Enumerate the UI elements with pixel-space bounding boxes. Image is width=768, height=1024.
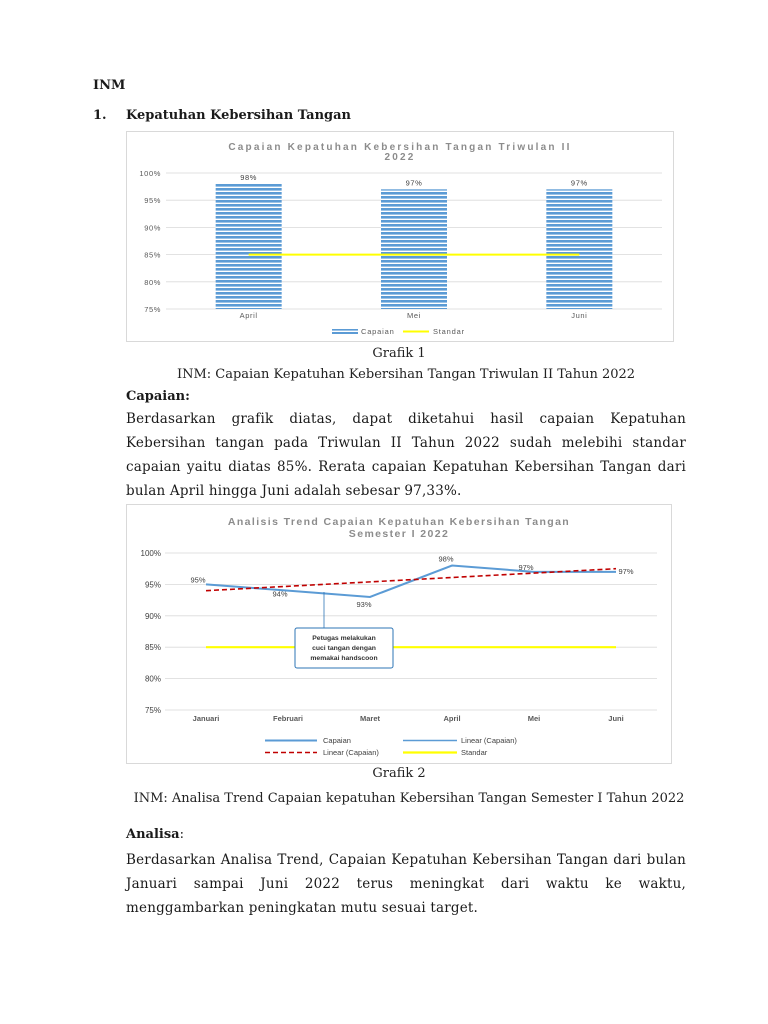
capaian-paragraph: Berdasarkan grafik diatas, dapat diketahui hasil capaian Kepatuhan Kebersihan tangan pada Triwulan II Tahun 2022 sudah melebihi standar capaian yaitu diatas 85%. Rerata capaian Kepatuhan Kebersihan Tangan dari bulan April hingga Juni adalah sebesar 97,33%. xyxy=(126,411,686,499)
grafik2-caption: INM: Analisa Trend Capaian kepatuhan Kebersihan Tangan Semester I Tahun 2022 xyxy=(133,791,685,806)
annotation-line3: memakai handscoon xyxy=(310,655,378,662)
annotation-line1: Petugas melakukan xyxy=(312,635,376,642)
y-tick-label: 80% xyxy=(144,674,161,684)
analisa-paragraph: Berdasarkan Analisa Trend, Capaian Kepatuhan Kebersihan Tangan dari bulan Januari sampai Juni 2022 terus meningkat dari waktu ke waktu, menggambarkan peningkatan mutu sesuai target. xyxy=(126,852,686,916)
x-tick-label: Januari xyxy=(192,714,220,723)
legend-linear-red-label: Linear (Capaian) xyxy=(323,748,379,757)
analisa-colon: : xyxy=(179,827,184,842)
y-tick-label: 85% xyxy=(144,250,161,260)
y-tick-label: 100% xyxy=(139,169,161,178)
x-tick-label: Juni xyxy=(608,714,624,723)
chart2-legend xyxy=(265,736,517,757)
legend-standar-label: Standar xyxy=(461,748,488,757)
chart2-annotation xyxy=(295,592,393,668)
legend-capaian-label: Capaian xyxy=(361,327,395,336)
legend-standar-label: Standar xyxy=(433,327,465,336)
grafik2-label: Grafik 2 xyxy=(372,766,426,781)
point-data-label: 98% xyxy=(438,554,454,564)
annotation-line2: cuci tangan dengan xyxy=(312,645,376,652)
y-tick-label: 75% xyxy=(144,305,161,314)
x-tick-label: April xyxy=(443,714,461,723)
legend-linear-blue-label: Linear (Capaian) xyxy=(461,736,517,745)
y-tick-label: 80% xyxy=(144,277,161,287)
section-number: 1. xyxy=(93,108,107,123)
chart2-title-line1: Analisis Trend Capaian Kepatuhan Kebersihan Tangan xyxy=(227,516,571,528)
x-tick-label: Mei xyxy=(527,714,541,723)
bar-capaian xyxy=(381,189,447,309)
y-tick-label: 90% xyxy=(144,223,161,233)
chart-trend-semester xyxy=(126,504,672,764)
x-tick-label: Februari xyxy=(272,714,304,723)
y-tick-label: 85% xyxy=(144,643,161,653)
capaian-label: Capaian: xyxy=(126,389,190,404)
y-tick-label: 75% xyxy=(144,706,161,715)
section-title: Kepatuhan Kebersihan Tangan xyxy=(126,108,351,123)
chart1-legend xyxy=(332,327,465,336)
doc-heading: INM xyxy=(93,78,126,93)
legend-capaian-label: Capaian xyxy=(323,736,351,745)
x-tick-label: Maret xyxy=(359,714,381,723)
chart1-title-line1: Capaian Kepatuhan Kebersihan Tangan Triwulan II xyxy=(228,142,572,153)
analisa-label: Analisa xyxy=(126,827,180,842)
line-chart xyxy=(127,505,671,763)
bar-capaian xyxy=(216,184,282,309)
x-tick-label: Mei xyxy=(407,311,421,320)
y-tick-label: 95% xyxy=(144,196,161,206)
x-tick-label: Juni xyxy=(571,311,588,320)
bar-chart xyxy=(127,132,673,341)
point-data-label: 93% xyxy=(356,599,372,609)
x-tick-label: April xyxy=(239,311,258,320)
chart2-title-line2: Semester I 2022 xyxy=(348,528,450,540)
y-tick-label: 95% xyxy=(144,580,161,590)
section-heading xyxy=(93,108,351,123)
point-data-label: 97% xyxy=(518,562,534,572)
chart1-title-line2: 2022 xyxy=(384,152,416,163)
bar-data-label: 97% xyxy=(570,178,588,188)
bar-capaian xyxy=(546,189,612,309)
point-data-label: 95% xyxy=(190,575,206,585)
grafik1-caption: INM: Capaian Kepatuhan Kebersihan Tangan Triwulan II Tahun 2022 xyxy=(176,367,636,382)
bar-data-label: 98% xyxy=(240,172,258,182)
analisa-heading xyxy=(126,827,184,842)
y-tick-label: 90% xyxy=(144,611,161,621)
grafik1-label: Grafik 1 xyxy=(372,346,426,361)
chart-capaian-triwulan xyxy=(126,131,674,342)
y-tick-label: 100% xyxy=(140,549,161,558)
point-data-label: 94% xyxy=(272,589,288,599)
legend-capaian-swatch xyxy=(332,329,358,334)
point-data-label: 97% xyxy=(618,566,634,576)
capaian-line xyxy=(206,566,616,597)
bar-data-label: 97% xyxy=(405,178,423,188)
